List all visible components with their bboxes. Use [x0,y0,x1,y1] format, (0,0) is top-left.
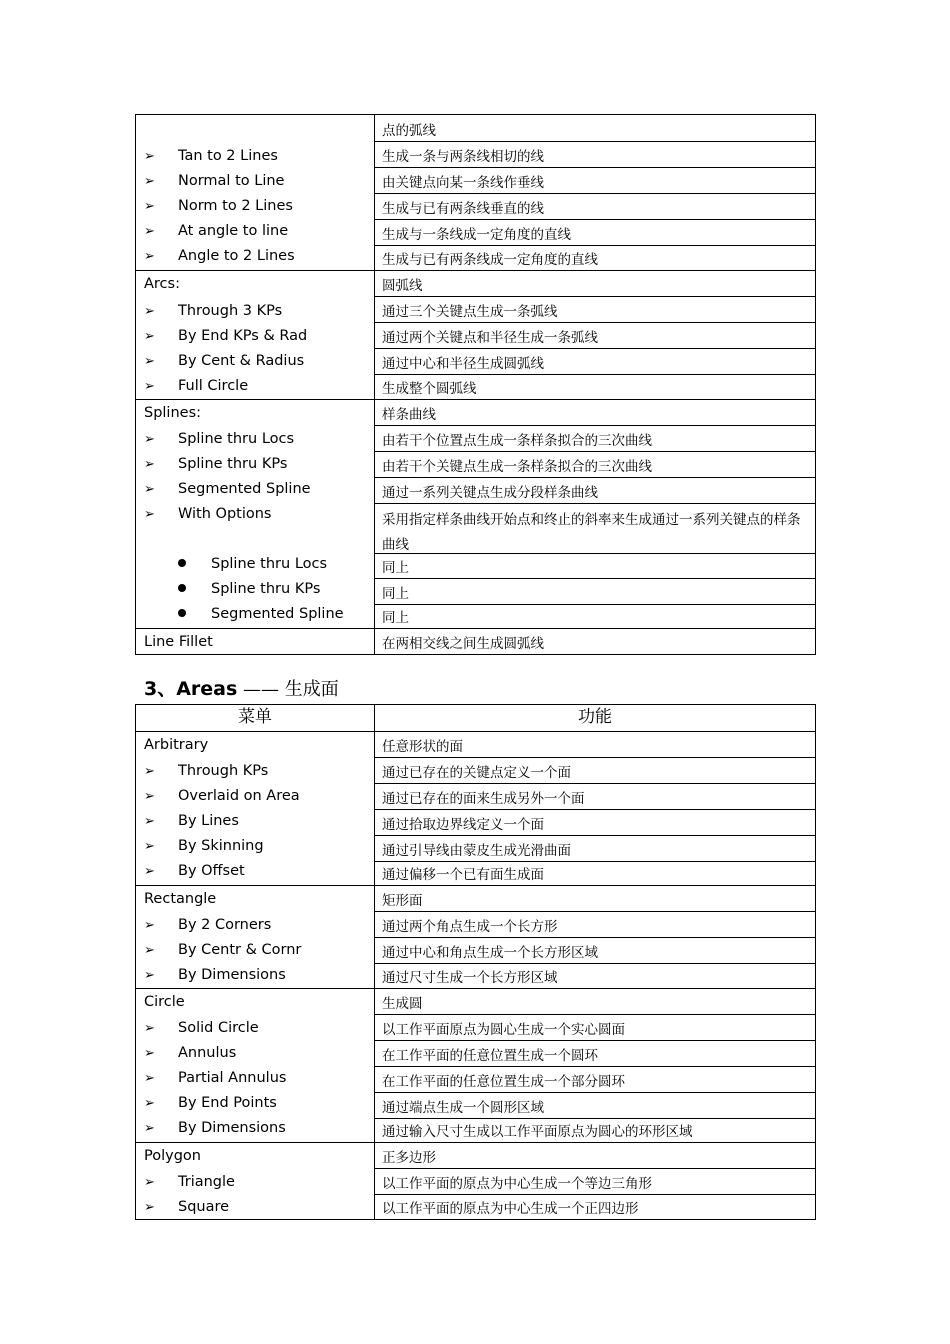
menu-item-label: Triangle [178,1174,235,1190]
function-cell: 点的弧线 [382,123,436,139]
arrow-bullet-icon: ➢ [144,1121,155,1136]
menu-item-label: With Options [178,506,272,522]
arrow-bullet-icon: ➢ [144,968,155,983]
menu-item-label: By Cent & Radius [178,353,305,369]
heading-dash: —— [237,679,285,700]
arrow-bullet-icon: ➢ [144,379,155,394]
menu-item-label: Norm to 2 Lines [178,198,293,214]
sub-item-label: Segmented Spline [211,606,344,622]
function-cell: 以工作平面原点为圆心生成一个实心圆面 [375,1014,815,1040]
function-cell: 以工作平面的原点为中心生成一个正四边形 [375,1194,815,1219]
function-cell: 通过中心和角点生成一个长方形区域 [375,937,815,963]
heading-chinese: 生成面 [284,679,339,700]
group-line-fillet [136,629,815,654]
group-rectangle [136,886,815,989]
group-title: Circle [144,994,185,1010]
arrow-bullet-icon: ➢ [144,789,155,804]
menu-item-label: By Offset [178,863,245,879]
arrow-bullet-icon: ➢ [144,1096,155,1111]
function-cell: 生成整个圆弧线 [375,374,815,399]
function-cell: 同上 [375,578,815,604]
arrow-bullet-icon: ➢ [144,943,155,958]
function-cell: 通过两个角点生成一个长方形 [375,911,815,937]
arrow-bullet-icon: ➢ [144,764,155,779]
function-cell: 任意形状的面 [382,739,463,755]
arrow-bullet-icon: ➢ [144,1021,155,1036]
menu-item-label: Spline thru Locs [178,431,295,447]
menu-item-label: By End KPs & Rad [178,328,308,344]
group-title: Polygon [144,1148,201,1164]
menu-item-label: Annulus [178,1045,237,1061]
menu-item-label: By End Points [178,1095,277,1111]
function-cell: 通过尺寸生成一个长方形区域 [375,963,815,988]
function-cell: 矩形面 [382,893,423,909]
round-bullet-icon [178,559,186,567]
group-title: Line Fillet [144,634,213,650]
function-cell: 以工作平面的原点为中心生成一个等边三角形 [375,1168,815,1194]
round-bullet-icon [178,609,186,617]
menu-item-label: By Centr & Cornr [178,942,302,958]
group-arcs [136,271,815,400]
arrow-bullet-icon: ➢ [144,814,155,829]
menu-item-label: Through 3 KPs [178,303,283,319]
group-splines [136,400,815,629]
arrow-bullet-icon: ➢ [144,249,155,264]
arrow-bullet-icon: ➢ [144,354,155,369]
menu-item-label: Square [178,1199,230,1215]
arrow-bullet-icon: ➢ [144,174,155,189]
arrow-bullet-icon: ➢ [144,1071,155,1086]
menu-item-label: By 2 Corners [178,917,272,933]
function-cell: 在工作平面的任意位置生成一个圆环 [375,1040,815,1066]
arrow-bullet-icon: ➢ [144,918,155,933]
arrow-bullet-icon: ➢ [144,457,155,472]
menu-item-label: By Skinning [178,838,264,854]
menu-item-label: By Dimensions [178,1120,286,1136]
menu-item-label: Overlaid on Area [178,788,300,804]
function-cell: 在两相交线之间生成圆弧线 [382,636,544,652]
arrow-bullet-icon: ➢ [144,432,155,447]
group-lines [136,115,815,271]
function-cell: 由关键点向某一条线作垂线 [375,167,815,193]
arrow-bullet-icon: ➢ [144,839,155,854]
function-cell: 生成圆 [382,996,423,1012]
menu-item-label: Full Circle [178,378,249,394]
menu-item-label: Tan to 2 Lines [178,148,278,164]
sub-item-label: Spline thru KPs [211,581,321,597]
function-cell: 由若干个位置点生成一条样条拟合的三次曲线 [375,425,815,451]
menu-item-label: Through KPs [178,763,269,779]
lines-table-continued [135,114,816,655]
function-cell: 在工作平面的任意位置生成一个部分圆环 [375,1066,815,1092]
function-cell: 生成一条与两条线相切的线 [375,141,815,167]
function-cell: 圆弧线 [382,278,423,294]
menu-item-label: Spline thru KPs [178,456,288,472]
function-cell: 生成与已有两条线垂直的线 [375,193,815,219]
table-header [136,705,815,732]
arrow-bullet-icon: ➢ [144,482,155,497]
arrow-bullet-icon: ➢ [144,224,155,239]
menu-item-label: Partial Annulus [178,1070,287,1086]
function-cell: 样条曲线 [382,407,436,423]
arrow-bullet-icon: ➢ [144,864,155,879]
menu-item-label: Solid Circle [178,1020,259,1036]
function-cell: 通过已存在的面来生成另外一个面 [375,783,815,809]
function-cell: 通过端点生成一个圆形区域 [375,1092,815,1118]
menu-item-label: Angle to 2 Lines [178,248,295,264]
sub-item-label: Spline thru Locs [211,556,328,572]
round-bullet-icon [178,584,186,592]
menu-item-label: Segmented Spline [178,481,311,497]
function-cell: 通过输入尺寸生成以工作平面原点为圆心的环形区域 [375,1118,815,1142]
arrow-bullet-icon: ➢ [144,149,155,164]
function-cell: 正多边形 [382,1150,436,1166]
function-cell: 通过中心和半径生成圆弧线 [375,348,815,374]
section-number: 3、Areas [144,678,238,700]
function-cell: 通过拾取边界线定义一个面 [375,809,815,835]
section-heading [144,674,339,701]
menu-item-label: By Lines [178,813,239,829]
arrow-bullet-icon: ➢ [144,304,155,319]
header-menu: 菜单 [136,705,375,731]
group-polygon [136,1143,815,1219]
arrow-bullet-icon: ➢ [144,1175,155,1190]
function-cell: 通过引导线由蒙皮生成光滑曲面 [375,835,815,861]
group-title: Rectangle [144,891,217,907]
menu-item-label: At angle to line [178,223,289,239]
function-cell: 生成与已有两条线成一定角度的直线 [375,245,815,270]
function-cell: 同上 [375,604,815,628]
function-cell: 通过三个关键点生成一条弧线 [375,296,815,322]
group-title: Arcs: [144,276,180,292]
arrow-bullet-icon: ➢ [144,199,155,214]
function-cell: 通过两个关键点和半径生成一条弧线 [375,322,815,348]
group-title: Splines: [144,405,202,421]
menu-item-label: By Dimensions [178,967,286,983]
group-circle [136,989,815,1143]
function-cell: 通过一系列关键点生成分段样条曲线 [375,477,815,503]
group-arbitrary [136,732,815,886]
arrow-bullet-icon: ➢ [144,1200,155,1215]
function-cell: 采用指定样条曲线开始点和终止的斜率来生成通过一系列关键点的样条曲线 [375,503,815,553]
function-cell: 由若干个关键点生成一条样条拟合的三次曲线 [375,451,815,477]
areas-table [135,704,816,1220]
arrow-bullet-icon: ➢ [144,329,155,344]
arrow-bullet-icon: ➢ [144,507,155,522]
function-cell: 通过已存在的关键点定义一个面 [375,757,815,783]
group-title: Arbitrary [144,737,209,753]
header-function: 功能 [578,707,612,727]
function-cell: 通过偏移一个已有面生成面 [375,861,815,885]
function-cell: 生成与一条线成一定角度的直线 [375,219,815,245]
arrow-bullet-icon: ➢ [144,1046,155,1061]
menu-item-label: Normal to Line [178,173,285,189]
function-cell: 同上 [375,553,815,578]
